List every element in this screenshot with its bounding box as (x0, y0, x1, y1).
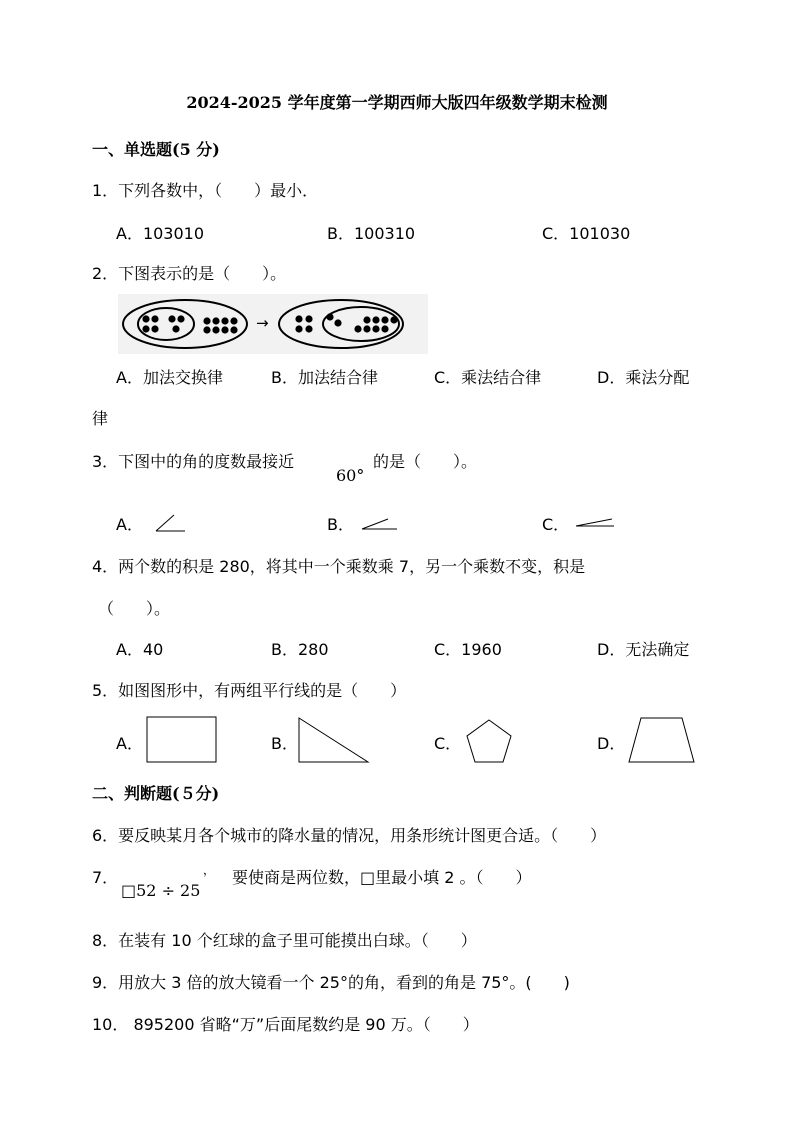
question-4-line2: （ ）。 (98, 599, 171, 618)
question-3-stem-after: 的是（ ）。 (373, 452, 478, 471)
question-5-right-triangle (297, 716, 371, 764)
question-2-option-d: D．乘法分配 (597, 368, 690, 387)
question-7-comma: ， (203, 863, 216, 877)
question-2-option-a: A．加法交换律 (116, 368, 223, 387)
question-2-arrow: → (256, 314, 269, 332)
question-2-option-b: B．加法结合律 (271, 368, 378, 387)
question-4-option-b: B．280 (271, 640, 329, 659)
question-3-option-b: B． (327, 515, 354, 534)
question-1-stem: 1．下列各数中，（ ）最小． (92, 181, 319, 200)
question-4-option-a: A．40 (116, 640, 164, 659)
question-3-angle-a (154, 512, 188, 534)
question-1-option-a: A．103010 (116, 224, 205, 243)
question-10-stem: 10． 895200 省略“万”后面尾数约是 90 万。（ ） (92, 1015, 479, 1034)
question-7-stem: 要使商是两位数，□里最小填 2 。（ ） (232, 868, 532, 887)
page-title: 2024-2025 学年度第一学期西师大版四年级数学期末检测 (186, 93, 608, 112)
question-3-stem-before: 3．下图中的角的度数最接近 (92, 452, 295, 471)
section-heading-1: 一、单选题(5 分) (92, 140, 220, 159)
question-4-line1: 4．两个数的积是 280，将其中一个乘数乘 7，另一个乘数不变，积是 (92, 557, 586, 576)
question-3-option-c: C． (542, 515, 570, 534)
question-2-dot-diagram (118, 294, 428, 354)
question-7-number: 7． (92, 868, 119, 887)
question-4-option-d: D．无法确定 (597, 640, 690, 659)
question-3-option-a: A． (116, 515, 143, 534)
question-5-pentagon (464, 718, 514, 764)
question-5-option-b: B． (271, 734, 298, 753)
question-6-stem: 6．要反映某月各个城市的降水量的情况，用条形统计图更合适。（ ） (92, 826, 607, 845)
question-5-trapezoid (627, 716, 697, 764)
question-5-option-a: A． (116, 734, 143, 753)
question-5-rectangle (146, 716, 218, 764)
question-3-angle-b (360, 514, 400, 532)
question-2-stem: 2．下图表示的是（ ）。 (92, 264, 287, 283)
question-3-angle-c (574, 514, 616, 530)
question-2-option-d-wrap: 律 (92, 409, 109, 428)
question-5-option-d: D． (597, 734, 626, 753)
question-3-degree: 60° (336, 466, 365, 485)
question-2-option-c: C．乘法结合律 (434, 368, 542, 387)
question-1-option-b: B．100310 (327, 224, 416, 243)
question-5-option-c: C． (434, 734, 462, 753)
question-9-stem: 9．用放大 3 倍的放大镜看一个 25°的角，看到的角是 75°。( ) (92, 973, 570, 992)
section-heading-2: 二、判断题(５分) (92, 784, 220, 803)
question-8-stem: 8．在装有 10 个红球的盒子里可能摸出白球。（ ） (92, 931, 477, 950)
question-1-option-c: C．101030 (542, 224, 631, 243)
question-5-stem: 5．如图图形中，有两组平行线的是（ ） (92, 681, 407, 700)
question-4-option-c: C．1960 (434, 640, 502, 659)
question-7-expression: □52 ÷ 25 (121, 881, 201, 900)
